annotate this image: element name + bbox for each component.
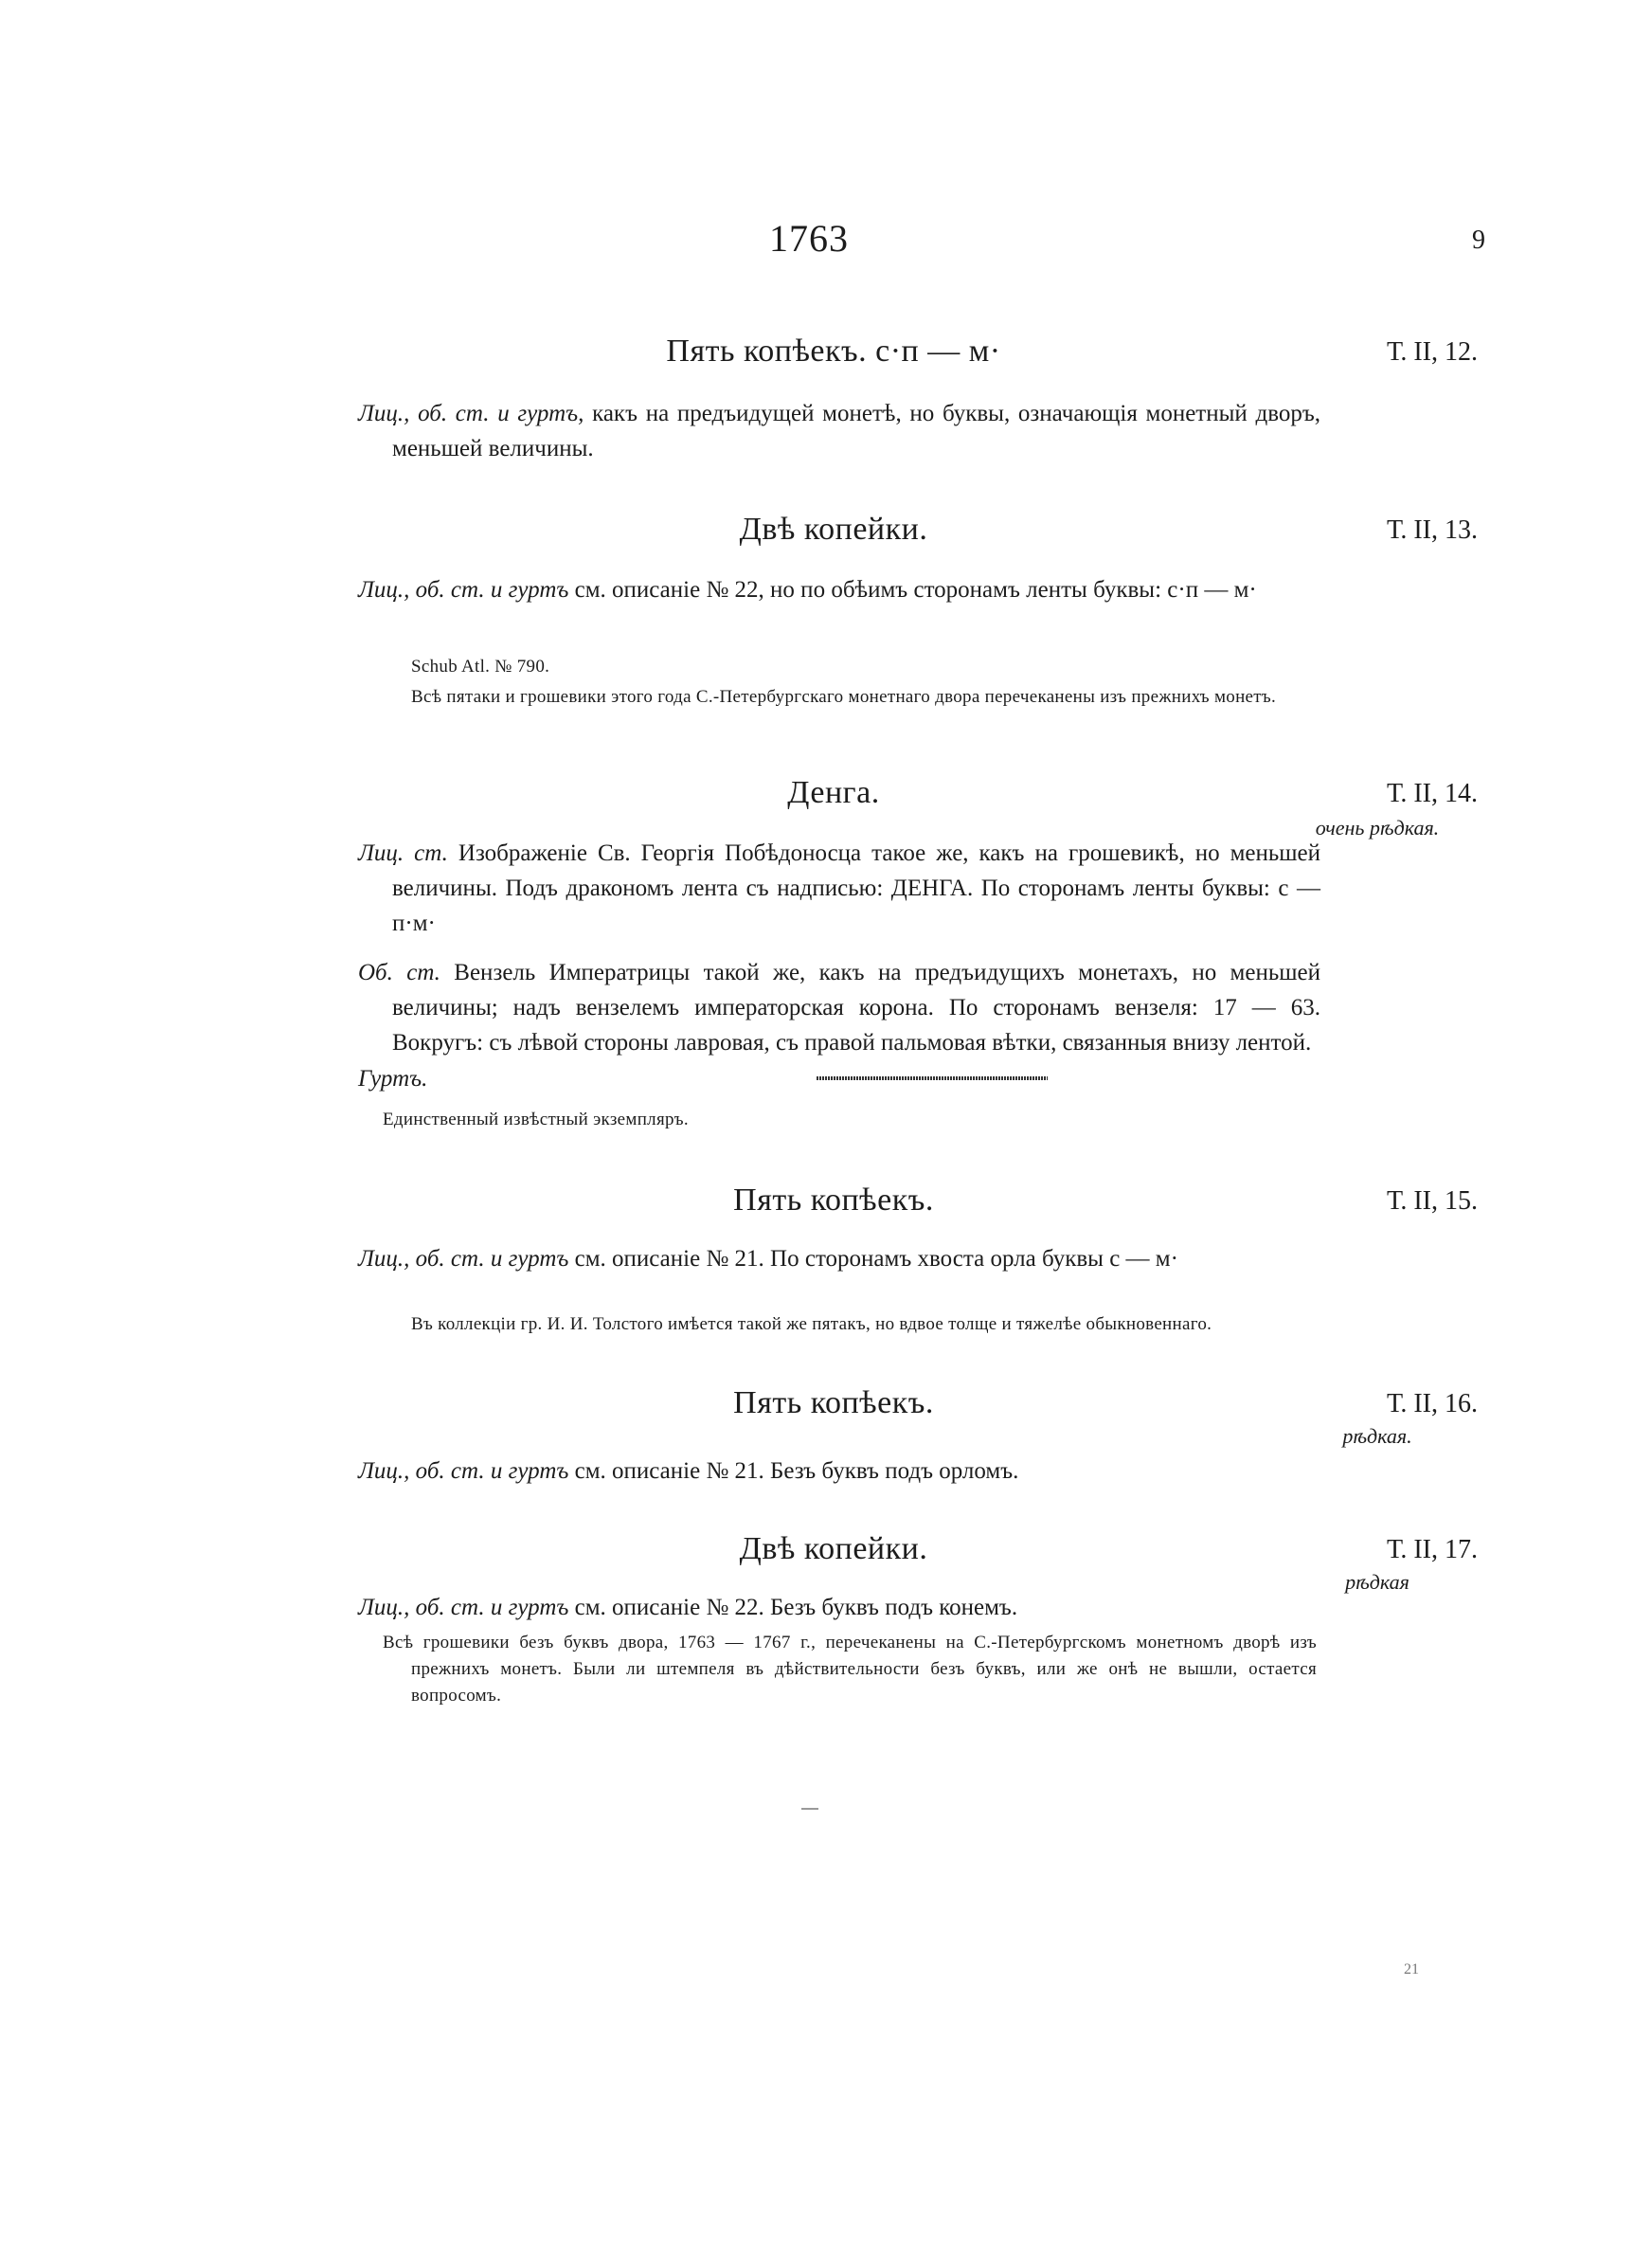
entry-title: Денга. (787, 775, 880, 810)
footnote: Всѣ грошевики безъ буквъ двора, 1763 — 1767 г., перечеканены на С.-Петербургскомъ монетномъ дворѣ изъ прежнихъ монетъ. Были ли штемпеля въ дѣйствительности безъ буквъ, или же онѣ не вышли, остается вопросомъ. (383, 1633, 1317, 1706)
corner-mark: 21 (1404, 1961, 1419, 1977)
reference-note: Schub Atl. № 790. (411, 657, 550, 677)
page-number: 9 (1472, 226, 1485, 255)
rarity-note: рѣдкая (1345, 1570, 1410, 1594)
entry-title: Двѣ копейки. (739, 1531, 928, 1566)
edge-description (358, 1061, 1286, 1096)
edge-pattern (817, 1076, 1048, 1080)
page-header (0, 216, 1652, 273)
center-rule (801, 1808, 818, 1810)
footnote: Единственный извѣстный экземпляръ. (383, 1110, 689, 1129)
plate-reference: Т. II, 17. (1387, 1535, 1478, 1564)
description-label: Лиц., об. ст. и гуртъ (358, 577, 569, 603)
obverse-description (358, 836, 1320, 941)
description-label: Лиц., об. ст. и гуртъ (358, 1246, 569, 1272)
rarity-note: очень рѣдкая. (1315, 816, 1440, 840)
plate-reference: Т. II, 13. (1387, 515, 1478, 545)
description-paragraph (358, 396, 1320, 466)
description-text: см. описаніе № 21. По сторонамъ хвоста орла буквы с — м· (568, 1246, 1178, 1272)
entry-title: Двѣ копейки. (739, 512, 928, 547)
description-paragraph (358, 1590, 1320, 1625)
footnote: Въ коллекціи гр. И. И. Толстого имѣется такой же пятакъ, но вдвое толще и тяжелѣе обыкновеннаго. (411, 1314, 1212, 1334)
entry-title: Пять копѣекъ. (733, 1385, 934, 1420)
description-text: Изображеніе Св. Георгія Побѣдоносца такое же, какъ на грошевикѣ, но меньшей величины. Подъ дракономъ лента съ надписью: ДЕНГА. По сторонамъ ленты буквы: с — п·м· (392, 840, 1320, 936)
entry-title: Пять копѣекъ. с·п — м· (666, 334, 1001, 369)
entry-title: Пять копѣекъ. (733, 1183, 934, 1218)
description-label: Лиц., об. ст. и гуртъ (358, 1595, 569, 1620)
description-label: Лиц., об. ст. и гуртъ (358, 1458, 569, 1484)
footnote: Всѣ пятаки и грошевики этого года С.-Петербургскаго монетнаго двора перечеканены изъ прежнихъ монетъ. (411, 687, 1277, 707)
plate-reference: Т. II, 15. (1387, 1186, 1478, 1216)
page-year-heading: 1763 (769, 217, 849, 260)
description-paragraph (358, 1454, 1320, 1489)
description-text: какъ на предъидущей монетѣ, но буквы, означающія монетный дворъ, меньшей величины. (392, 401, 1320, 461)
plate-reference: Т. II, 14. (1387, 779, 1478, 808)
description-label: Об. ст. (358, 960, 440, 985)
reverse-description (358, 955, 1320, 1060)
description-label: Лиц. ст. (358, 840, 448, 866)
description-text: см. описаніе № 21. Безъ буквъ подъ орломъ. (568, 1458, 1019, 1484)
description-paragraph (358, 1241, 1320, 1276)
description-text: см. описаніе № 22, но по обѣимъ сторонамъ ленты буквы: с·п — м· (568, 577, 1257, 603)
description-text: см. описаніе № 22. Безъ буквъ подъ конемъ. (568, 1595, 1018, 1620)
rarity-note: рѣдкая. (1342, 1424, 1412, 1448)
plate-reference: Т. II, 16. (1387, 1389, 1478, 1418)
description-label: Лиц., об. ст. и гуртъ, (358, 401, 584, 426)
description-text: Вензель Императрицы такой же, какъ на предъидущихъ монетахъ, но меньшей величины; надъ вензелемъ императорская корона. По сторонамъ вензеля: 17 — 63. Вокругъ: съ лѣвой стороны лавровая, съ правой пальмовая вѣтки, связанныя внизу лентой. (392, 960, 1320, 1056)
plate-reference: Т. II, 12. (1387, 337, 1478, 367)
description-label: Гуртъ. (358, 1066, 428, 1092)
description-paragraph (358, 572, 1320, 607)
